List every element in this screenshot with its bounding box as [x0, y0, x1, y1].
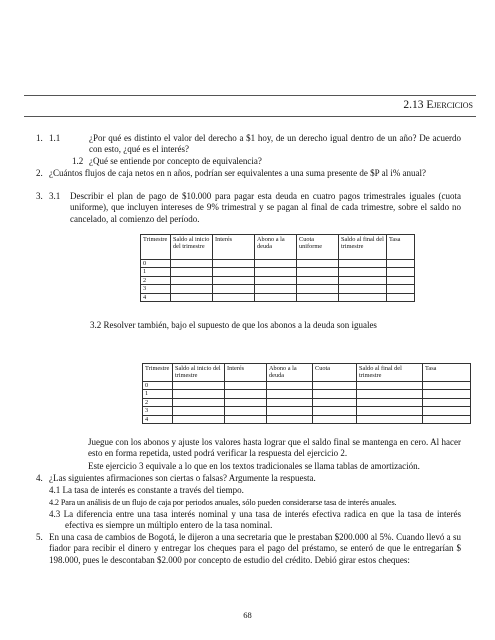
- table-cell: 4: [141, 293, 171, 301]
- table-header-cell: Interés: [225, 364, 267, 382]
- table-cell: [339, 268, 387, 276]
- table-cell: [171, 293, 213, 301]
- table-row: [141, 260, 415, 268]
- table-cell: [173, 407, 225, 415]
- table-cell: [267, 382, 313, 390]
- table-header-cell: Saldo al inicio del trimestre: [171, 235, 213, 260]
- table-cell: [173, 415, 225, 423]
- q4-number: 4.: [36, 473, 43, 483]
- table-header-cell: Saldo al final del trimestre: [357, 364, 423, 382]
- table-row: [143, 398, 471, 406]
- table-header-cell: Abono a la deuda: [267, 364, 313, 382]
- table-header-cell: Interés: [213, 235, 255, 260]
- table-cell: [297, 260, 339, 268]
- table-cell: [339, 285, 387, 293]
- q3-number: 3.: [36, 191, 43, 201]
- q3-amortization-note: Este ejercicio 3 equivale a lo que en los textos tradicionales se llama tablas de amortización.: [88, 461, 420, 471]
- table-cell: [423, 390, 471, 398]
- table-cell: [313, 390, 357, 398]
- table-cell: [255, 260, 297, 268]
- table-cell: [357, 415, 423, 423]
- table-row: [141, 276, 415, 284]
- table-cell: 2: [141, 276, 171, 284]
- q3-1-text: Describir el plan de pago de $10.000 para pagar esta deuda en cuatro pagos trimestrales iguales (cuota uniforme), que incluyen intereses de 9% trimestral y se pagan al final de cada trimestre, sobre el saldo no cancelado, al comienzo del período.: [70, 191, 461, 224]
- table-cell: 3: [141, 285, 171, 293]
- q5-number: 5.: [36, 532, 43, 542]
- table-cell: 2: [143, 398, 173, 406]
- q3-2-text: 3.2 Resolver también, bajo el supuesto de que los abonos a la deuda son iguales: [90, 320, 377, 330]
- table-header-cell: Trimestre: [141, 235, 171, 260]
- q1-2-text: ¿Qué se entiende por concepto de equivalencia?: [89, 156, 262, 166]
- table-cell: [255, 268, 297, 276]
- table-cell: [357, 407, 423, 415]
- page-number: 68: [243, 610, 252, 620]
- table-cell: [387, 285, 415, 293]
- table-cell: [225, 382, 267, 390]
- q3-1-number: 3.1: [49, 191, 61, 201]
- q4-1-text: 4.1 La tasa de interés es constante a través del tiempo.: [49, 485, 244, 495]
- table-cell: [423, 382, 471, 390]
- table-cell: [255, 285, 297, 293]
- table-row: [143, 415, 471, 423]
- table-cell: [423, 415, 471, 423]
- table-cell: [213, 276, 255, 284]
- table-header-cell: Abono a la deuda: [255, 235, 297, 260]
- q3-followup-text: Juegue con los abonos y ajuste los valores hasta lograr que el saldo final se mantenga en cero. Al hacer esto en forma repetida, usted podrá verificar la respuesta del ejercicio 2.: [88, 437, 461, 459]
- table-cell: [171, 285, 213, 293]
- table-cell: [297, 285, 339, 293]
- table-cell: [357, 382, 423, 390]
- table-cell: [171, 260, 213, 268]
- q4-3-text: 4.3 La diferencia entre una tasa interés nominal y una tasa de interés efectiva radica en que la tasa de interés efectiva es siempre un múltiplo entero de la tasa nominal.: [49, 509, 461, 531]
- table-cell: [171, 268, 213, 276]
- table-cell: [267, 407, 313, 415]
- table-cell: [387, 268, 415, 276]
- header-rule-top: [24, 95, 476, 96]
- table-cell: [213, 260, 255, 268]
- table-row: [141, 293, 415, 301]
- table-cell: 3: [143, 407, 173, 415]
- table-cell: [255, 276, 297, 284]
- table-cell: [313, 382, 357, 390]
- table-row: [141, 268, 415, 276]
- table-cell: [267, 398, 313, 406]
- section-number: 2.13: [403, 99, 424, 111]
- table-cell: 0: [143, 382, 173, 390]
- table-cell: [313, 398, 357, 406]
- table-header-row: [141, 235, 415, 260]
- table-cell: [357, 390, 423, 398]
- table-cell: [213, 268, 255, 276]
- table-row: [143, 407, 471, 415]
- table-header-cell: Saldo al inicio del trimestre: [173, 364, 225, 382]
- table-cell: [387, 276, 415, 284]
- table-header-row: [143, 364, 471, 382]
- table-header-cell: Saldo al final del trimestre: [339, 235, 387, 260]
- table-cell: [267, 390, 313, 398]
- table-header-cell: Tasa: [423, 364, 471, 382]
- table-cell: [339, 260, 387, 268]
- table-row: [141, 285, 415, 293]
- table-cell: 4: [143, 415, 173, 423]
- q5-text: En una casa de cambios de Bogotá, le dijeron a una secretaria que le prestaban $200.000 al 5%. Cuando llevó a su fiador para recibir el dinero y entregar los cheques para el pago del préstamo, se enteró de que le entregarían $ 198.000, pues le descontaban $2.000 por concepto de estudio del crédito. Debió girar estos cheques:: [49, 532, 461, 565]
- table-cell: [225, 415, 267, 423]
- table-cell: [225, 398, 267, 406]
- table-cell: [213, 293, 255, 301]
- table-row: [143, 382, 471, 390]
- table-cell: [225, 390, 267, 398]
- q4-text: ¿Las siguientes afirmaciones son ciertas o falsas? Argumente la respuesta.: [49, 473, 316, 483]
- table-cell: [387, 260, 415, 268]
- table-cell: [173, 398, 225, 406]
- table-cell: [357, 398, 423, 406]
- table-cell: [173, 382, 225, 390]
- table-cell: [423, 407, 471, 415]
- table-cell: [387, 293, 415, 301]
- header-rule-bottom: [24, 116, 476, 117]
- q1-1-number: 1.1: [49, 133, 61, 143]
- table-header-cell: Trimestre: [143, 364, 173, 382]
- table-cell: [313, 407, 357, 415]
- table-row: [143, 390, 471, 398]
- table-cell: 1: [141, 268, 171, 276]
- q2-text: ¿Cuántos flujos de caja netos en n años, podrían ser equivalentes a una suma presente de $P al i% anual?: [49, 168, 427, 178]
- table-header-cell: Cuota uniforme: [297, 235, 339, 260]
- section-title: [403, 99, 473, 111]
- q4-2-text: 4.2 Para un análisis de un flujo de caja por periodos anuales, sólo pueden considerarse tasa de interés anuales.: [49, 498, 397, 507]
- table-cell: [339, 276, 387, 284]
- table-cell: 0: [141, 260, 171, 268]
- table-cell: [297, 293, 339, 301]
- q1-2-number: 1.2: [72, 156, 84, 166]
- table-cell: [297, 276, 339, 284]
- q1-number: 1.: [36, 133, 43, 143]
- table-cell: [423, 398, 471, 406]
- q2-number: 2.: [36, 168, 43, 178]
- section-name: Ejercicios: [426, 99, 473, 111]
- table-cell: [173, 390, 225, 398]
- table-cell: [255, 293, 297, 301]
- table-cell: [171, 276, 213, 284]
- table-cell: [313, 415, 357, 423]
- q1-1-text: ¿Por qué es distinto el valor del derecho a $1 hoy, de un derecho igual dentro de un año? De acuerdo con esto, ¿qué es el interés?: [89, 133, 461, 155]
- table-cell: [339, 293, 387, 301]
- amortization-table-equal-payments: [142, 363, 471, 424]
- table-cell: [213, 285, 255, 293]
- table-cell: [267, 415, 313, 423]
- table-cell: 1: [143, 390, 173, 398]
- table-cell: [297, 268, 339, 276]
- table-header-cell: Tasa: [387, 235, 415, 260]
- table-header-cell: Cuota: [313, 364, 357, 382]
- table-cell: [225, 407, 267, 415]
- amortization-table-uniform: [140, 234, 415, 302]
